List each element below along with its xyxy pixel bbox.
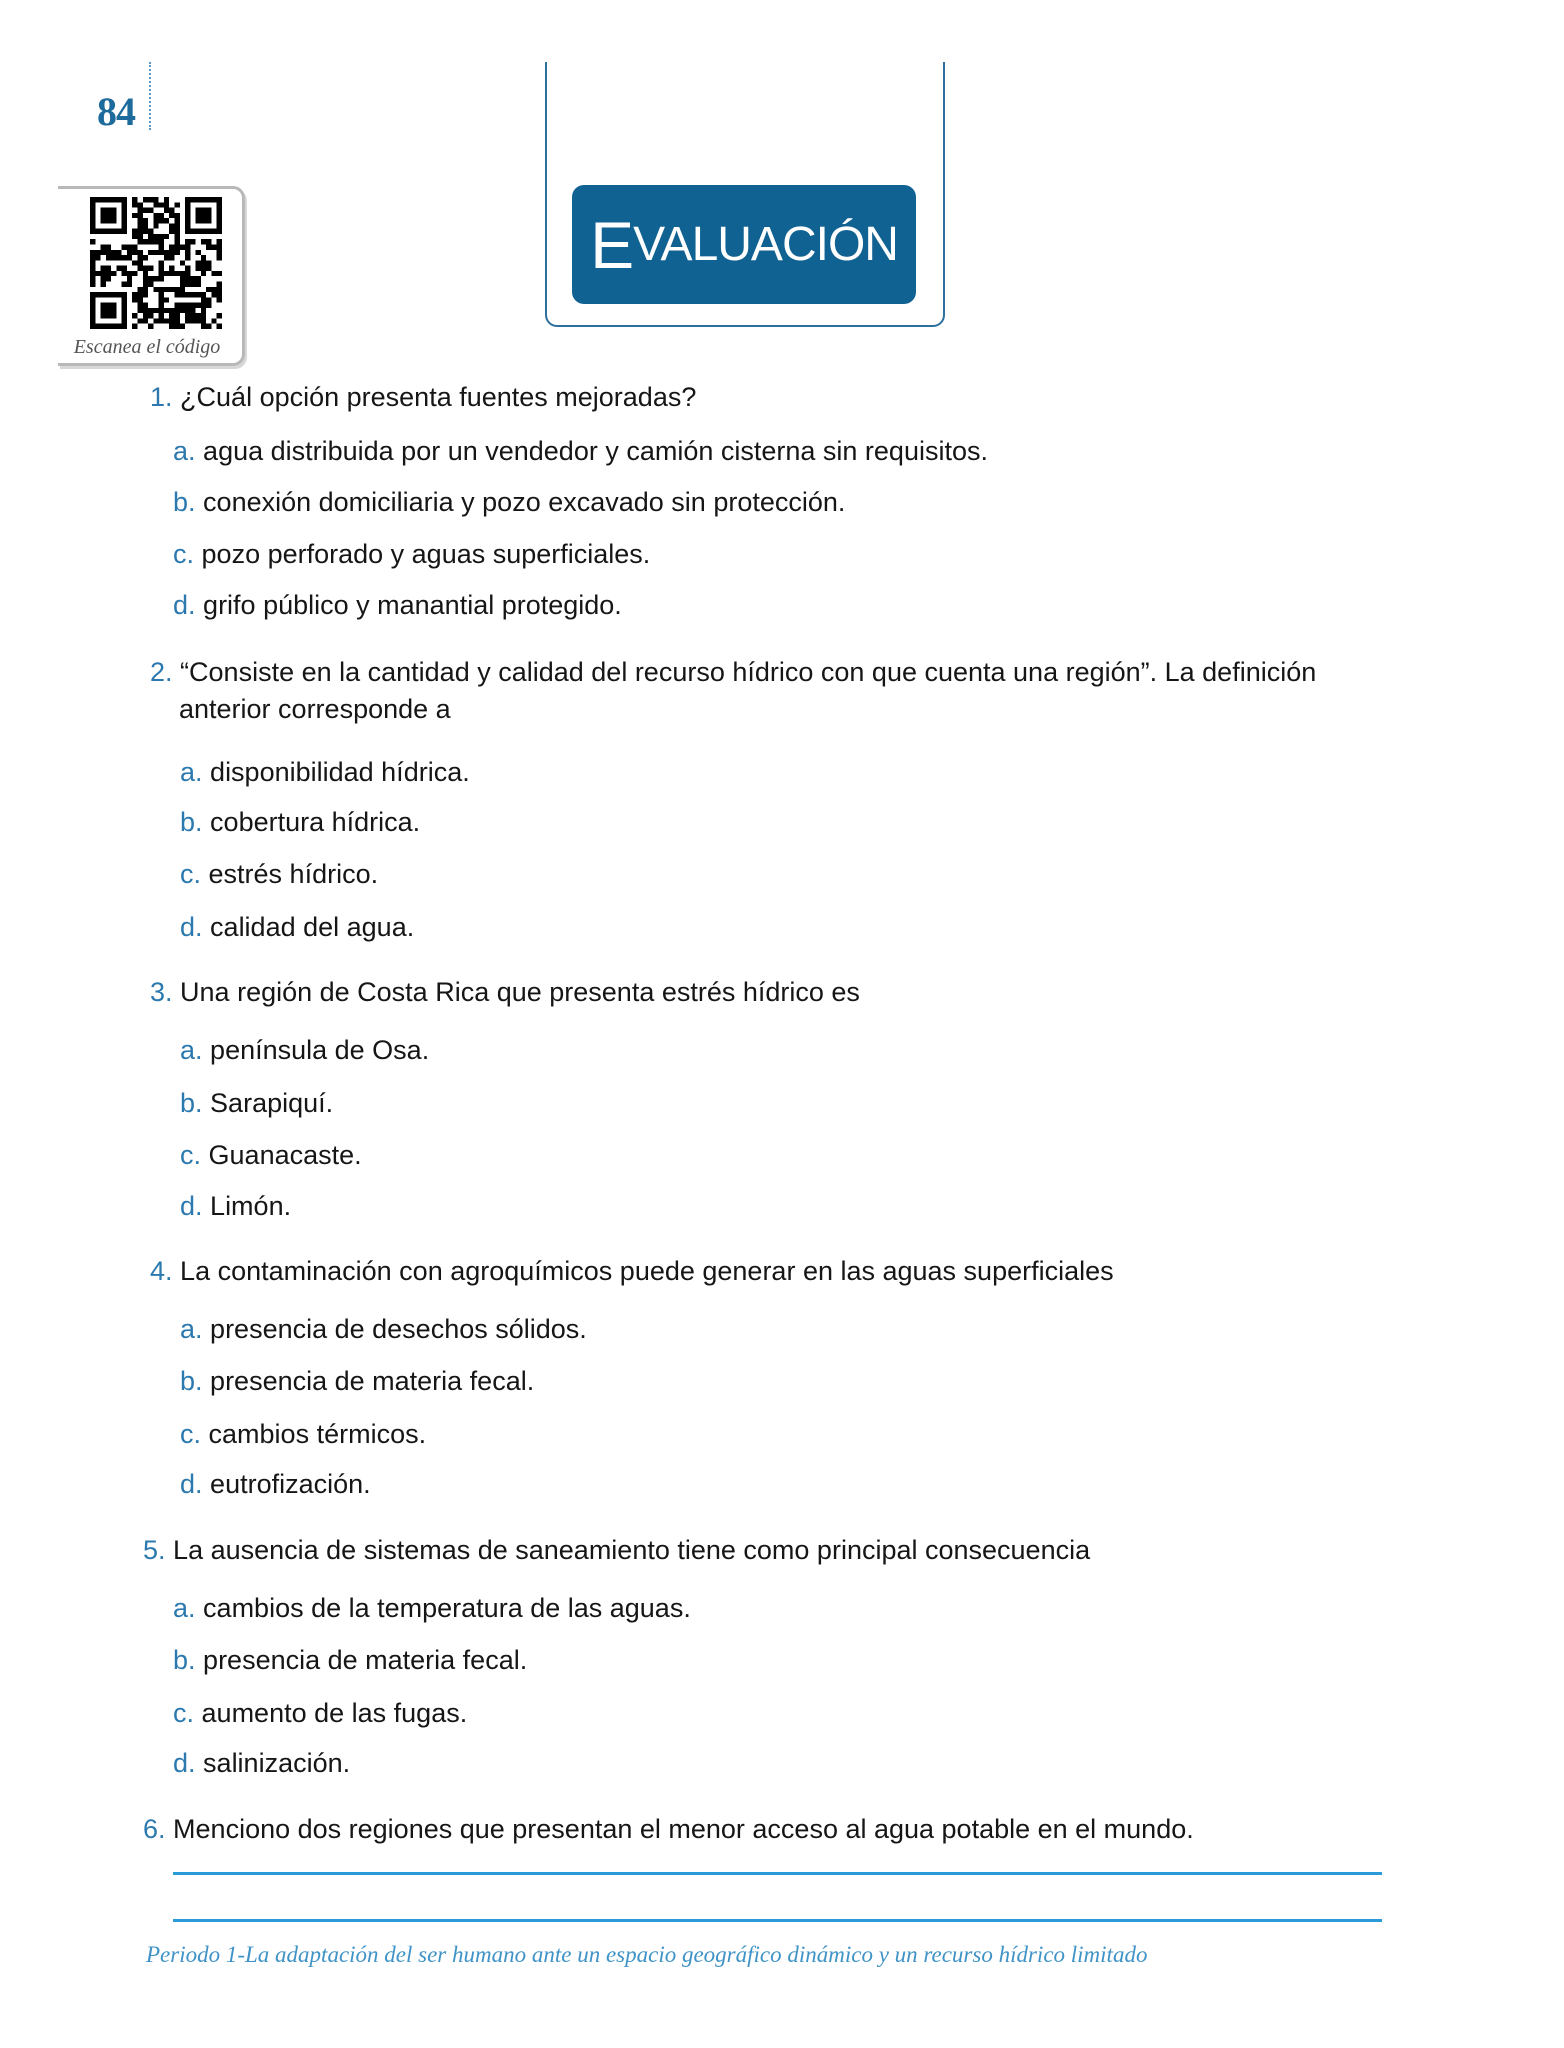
item-text: agua distribuida por un vendedor y camión cisterna sin requisitos. [203, 436, 988, 466]
item-number: b. [173, 1645, 196, 1675]
question-2-option-c[interactable] [180, 858, 378, 890]
item-text: ¿Cuál opción presenta fuentes mejoradas? [180, 382, 697, 412]
item-text: cobertura hídrica. [210, 807, 421, 837]
item-number: d. [180, 912, 203, 942]
question-5 [143, 1534, 1090, 1566]
item-text: anterior corresponde a [179, 694, 451, 724]
question-3-option-a[interactable] [180, 1034, 429, 1066]
item-text: península de Osa. [210, 1035, 430, 1065]
question-1-option-b[interactable] [173, 486, 845, 518]
item-number: a. [180, 1314, 203, 1344]
page-number-divider [149, 62, 151, 130]
item-text: calidad del agua. [210, 912, 415, 942]
question-1-option-d[interactable] [173, 589, 622, 621]
page-number: 84 [97, 89, 135, 134]
question-1 [150, 381, 696, 413]
item-number: c. [173, 1698, 195, 1728]
item-text: La contaminación con agroquímicos puede generar en las aguas superficiales [180, 1256, 1114, 1286]
item-number: 4. [150, 1256, 173, 1286]
item-text: conexión domiciliaria y pozo excavado sin protección. [203, 487, 846, 517]
question-4 [150, 1255, 1114, 1287]
item-number: a. [180, 1035, 203, 1065]
answer-line-1[interactable] [173, 1872, 1382, 1875]
item-text: grifo público y manantial protegido. [203, 590, 622, 620]
question-2-option-d[interactable] [180, 911, 414, 943]
question-2-continued [179, 693, 451, 725]
item-number: 3. [150, 977, 173, 1007]
question-5-option-c[interactable] [173, 1697, 467, 1729]
question-4-option-b[interactable] [180, 1365, 534, 1397]
question-3-option-c[interactable] [180, 1139, 362, 1171]
item-number: c. [173, 539, 195, 569]
item-number: d. [180, 1191, 203, 1221]
item-text: disponibilidad hídrica. [210, 757, 470, 787]
item-number: 1. [150, 382, 173, 412]
item-text: salinización. [203, 1748, 351, 1778]
question-1-option-c[interactable] [173, 538, 650, 570]
item-number: b. [180, 807, 203, 837]
item-number: b. [180, 1088, 203, 1118]
item-text: “Consiste en la cantidad y calidad del recurso hídrico con que cuenta una región”. La definición [180, 657, 1317, 687]
title-rest: VALUACIÓN [633, 218, 898, 271]
question-2-option-b[interactable] [180, 806, 420, 838]
title-initial: E [590, 207, 634, 282]
item-text: pozo perforado y aguas superficiales. [201, 539, 651, 569]
question-1-option-a[interactable] [173, 435, 988, 467]
item-text: estrés hídrico. [208, 859, 379, 889]
item-number: d. [173, 590, 196, 620]
question-3-option-d[interactable] [180, 1190, 291, 1222]
question-4-option-a[interactable] [180, 1313, 587, 1345]
qr-code-icon [90, 197, 222, 329]
item-number: b. [173, 487, 196, 517]
qr-code-label: Escanea el código [73, 336, 221, 358]
answer-line-2[interactable] [173, 1919, 1382, 1922]
item-text: cambios de la temperatura de las aguas. [203, 1593, 691, 1623]
item-text: Menciono dos regiones que presentan el menor acceso al agua potable en el mundo. [173, 1814, 1194, 1844]
question-2 [150, 656, 1316, 688]
item-number: 2. [150, 657, 173, 687]
item-number: 5. [143, 1535, 166, 1565]
question-5-option-b[interactable] [173, 1644, 527, 1676]
item-number: c. [180, 1419, 202, 1449]
item-text: Limón. [210, 1191, 292, 1221]
item-text: eutrofización. [210, 1469, 371, 1499]
item-text: La ausencia de sistemas de saneamiento tiene como principal consecuencia [173, 1535, 1091, 1565]
item-number: c. [180, 859, 202, 889]
question-2-option-a[interactable] [180, 756, 470, 788]
item-text: aumento de las fugas. [201, 1698, 468, 1728]
question-4-option-d[interactable] [180, 1468, 371, 1500]
item-text: Una región de Costa Rica que presenta estrés hídrico es [180, 977, 860, 1007]
item-number: a. [173, 436, 196, 466]
question-6 [143, 1813, 1194, 1845]
qr-code-card[interactable] [58, 186, 245, 366]
item-number: 6. [143, 1814, 166, 1844]
item-text: presencia de desechos sólidos. [210, 1314, 587, 1344]
item-number: b. [180, 1366, 203, 1396]
item-number: a. [173, 1593, 196, 1623]
page-footer: Periodo 1-La adaptación del ser humano ante un espacio geográfico dinámico y un recurso hídrico limitado [146, 1942, 1148, 1967]
item-number: c. [180, 1140, 202, 1170]
item-text: presencia de materia fecal. [203, 1645, 528, 1675]
question-3-option-b[interactable] [180, 1087, 333, 1119]
item-text: Guanacaste. [208, 1140, 362, 1170]
question-4-option-c[interactable] [180, 1418, 426, 1450]
item-number: a. [180, 757, 203, 787]
question-3 [150, 976, 860, 1008]
item-text: cambios térmicos. [208, 1419, 427, 1449]
item-number: d. [173, 1748, 196, 1778]
item-text: presencia de materia fecal. [210, 1366, 535, 1396]
item-number: d. [180, 1469, 203, 1499]
item-text: Sarapiquí. [210, 1088, 334, 1118]
question-5-option-a[interactable] [173, 1592, 691, 1624]
page-title [572, 185, 916, 304]
question-5-option-d[interactable] [173, 1747, 350, 1779]
